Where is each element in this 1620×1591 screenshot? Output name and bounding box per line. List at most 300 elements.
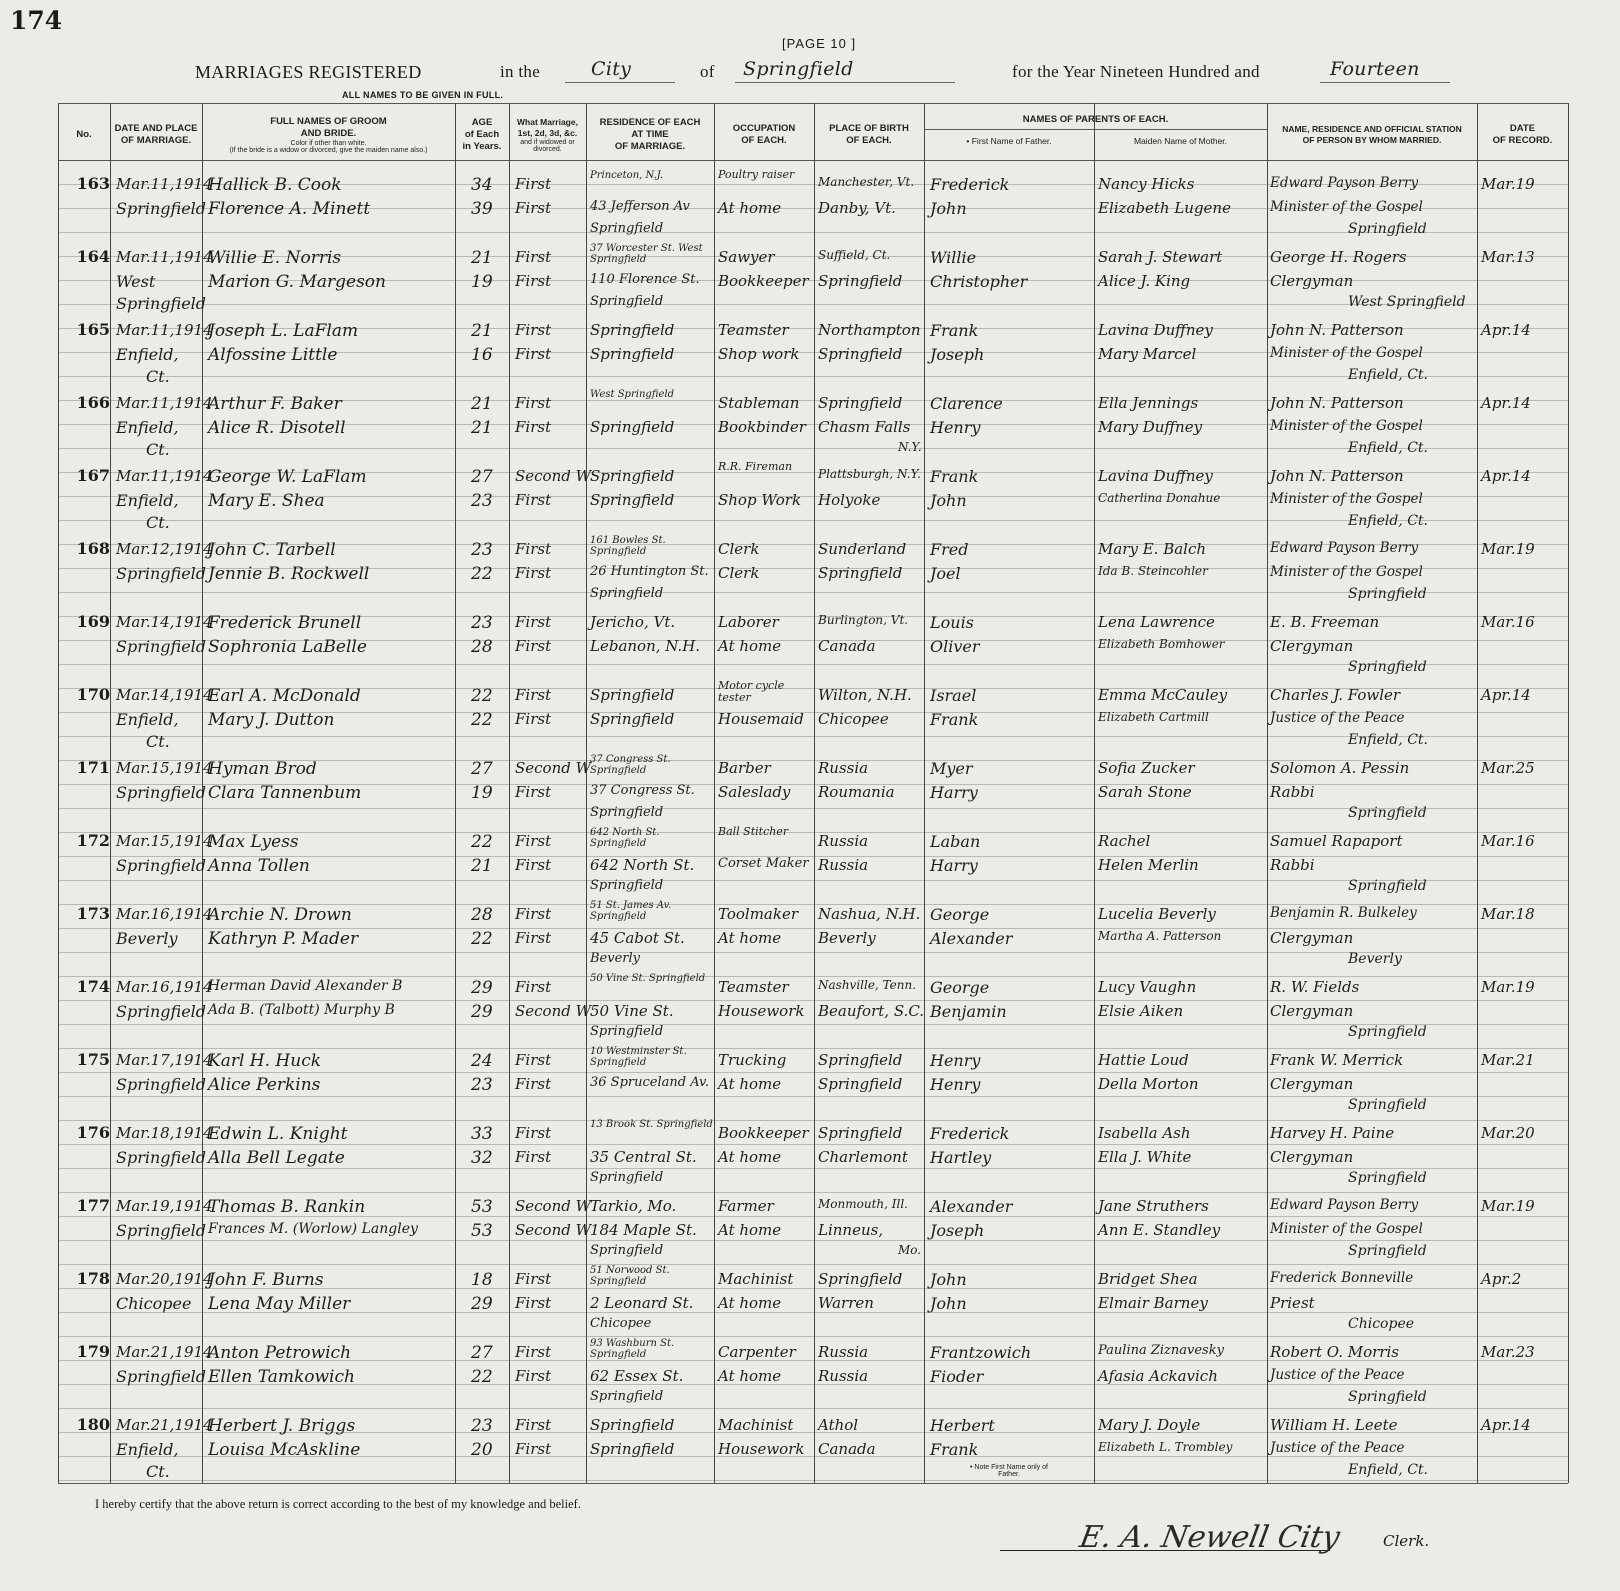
entry-occ-g: Poultry raiser xyxy=(718,168,795,181)
entry-which-g: First xyxy=(515,394,552,412)
entry-place-0: Springfield xyxy=(116,1221,207,1240)
title-municipality: Springfield xyxy=(743,58,854,80)
entry-groom: Frederick Brunell xyxy=(208,613,362,633)
entry-age-b: 21 xyxy=(471,856,493,876)
entry-off3: Enfield, Ct. xyxy=(1348,513,1428,529)
entry-res-g: West Springfield xyxy=(590,389,674,400)
entry-rec: Mar.16 xyxy=(1481,832,1535,850)
entry-no: 164 xyxy=(76,247,110,266)
entry-which-g: First xyxy=(515,832,552,850)
entry-rec: Apr.14 xyxy=(1481,321,1531,339)
entry-off2: Minister of the Gospel xyxy=(1270,564,1423,580)
entry-rec: Apr.14 xyxy=(1481,1416,1531,1434)
entry-age-b: 22 xyxy=(471,710,493,730)
entry-bride: Alice Perkins xyxy=(208,1075,321,1095)
entry-father-g: Herbert xyxy=(930,1416,995,1435)
entry-off2: Rabbi xyxy=(1270,783,1315,801)
entry-no: 173 xyxy=(76,904,110,923)
entry-groom: Karl H. Huck xyxy=(208,1051,322,1071)
entry-groom: John C. Tarbell xyxy=(208,540,336,560)
entry-res-g: 51 St. James Av. Springfield xyxy=(590,900,672,922)
entry-which-b: First xyxy=(515,345,552,363)
entry-birth-b: Springfield xyxy=(818,272,903,290)
entry-place-1: Ct. xyxy=(146,367,170,386)
entry-birth-b: Roumania xyxy=(818,783,895,801)
entry-place-0: Springfield xyxy=(116,564,207,583)
entry-age-g: 22 xyxy=(471,686,493,706)
entry-which-b: Second W xyxy=(515,1002,592,1020)
entry-res-g: 37 Worcester St. West Springfield xyxy=(590,243,703,265)
entry-which-g: Second W xyxy=(515,467,592,485)
entry-mother-b: Elizabeth Cartmill xyxy=(1098,710,1209,724)
entry-father-g: Fred xyxy=(930,540,969,559)
entry-bride: Florence A. Minett xyxy=(208,199,371,219)
entry-bride: Jennie B. Rockwell xyxy=(208,564,370,584)
entry-off3: Springfield xyxy=(1348,586,1427,602)
entry-occ-b: At home xyxy=(718,1075,782,1093)
entry-groom: Willie E. Norris xyxy=(208,248,342,268)
entry-off3: Enfield, Ct. xyxy=(1348,1462,1428,1478)
entry-off3: Enfield, Ct. xyxy=(1348,440,1428,456)
entry-occ-b: Housework xyxy=(718,1440,805,1458)
entry-off2: Justice of the Peace xyxy=(1270,710,1405,726)
register-entry xyxy=(58,606,1568,676)
entry-which-b: First xyxy=(515,564,552,582)
entry-place-0: Enfield, xyxy=(116,491,179,510)
register-entry xyxy=(58,1117,1568,1187)
entry-age-g: 53 xyxy=(471,1197,493,1217)
entry-father-g: Laban xyxy=(930,832,981,851)
register-entry xyxy=(58,898,1568,968)
entry-which-b: First xyxy=(515,637,552,655)
entry-place-0: Enfield, xyxy=(116,710,179,729)
entry-res-g: Springfield xyxy=(590,321,675,339)
entry-mother-b: Helen Merlin xyxy=(1098,856,1199,874)
entry-mother-g: Paulina Ziznavesky xyxy=(1098,1343,1224,1358)
entry-mother-g: Sofia Zucker xyxy=(1098,759,1195,777)
entry-no: 172 xyxy=(76,831,110,850)
entry-place-0: Chicopee xyxy=(116,1294,192,1313)
entry-res-b: 2 Leonard St. xyxy=(590,1294,694,1312)
entry-off2: Clergyman xyxy=(1270,1075,1354,1093)
entry-age-g: 27 xyxy=(471,1343,493,1363)
entry-off1: Frederick Bonneville xyxy=(1270,1270,1414,1286)
entry-father-b: Henry xyxy=(930,1075,981,1094)
entry-res-b: 43 Jefferson Av xyxy=(590,199,690,214)
entry-occ-g: Carpenter xyxy=(718,1343,796,1361)
entry-birth-b: Beverly xyxy=(818,929,876,947)
entry-occ-g: Teamster xyxy=(718,321,789,339)
entry-date: Mar.18,1914 xyxy=(116,1124,213,1142)
entry-date: Mar.20,1914 xyxy=(116,1270,213,1288)
register-entry xyxy=(58,1263,1568,1333)
entry-off2: Clergyman xyxy=(1270,929,1354,947)
entry-age-b: 29 xyxy=(471,1002,493,1022)
header-birthplace: PLACE OF BIRTH OF EACH. xyxy=(829,123,909,146)
entry-mother-g: Lucy Vaughn xyxy=(1098,978,1197,996)
entry-occ-b: Saleslady xyxy=(718,783,791,801)
entry-age-b: 39 xyxy=(471,199,493,219)
entry-off1: Charles J. Fowler xyxy=(1270,686,1401,704)
entry-place-0: West xyxy=(116,272,156,291)
entry-birth-g: Russia xyxy=(818,1343,869,1361)
entry-res-g: 642 North St. Springfield xyxy=(590,827,660,849)
entry-occ-g: Toolmaker xyxy=(718,905,799,923)
entry-res-b: Springfield xyxy=(590,491,675,509)
entry-groom: Archie N. Drown xyxy=(208,905,352,925)
entry-age-g: 22 xyxy=(471,832,493,852)
entry-bride: Anna Tollen xyxy=(208,856,310,876)
entry-occ-g: Bookkeeper xyxy=(718,1124,809,1142)
entry-father-g: Israel xyxy=(930,686,977,705)
entry-date: Mar.17,1914 xyxy=(116,1051,213,1069)
entry-mother-b: Ella J. White xyxy=(1098,1148,1192,1166)
entry-res-extra: Beverly xyxy=(590,951,641,966)
entry-which-g: First xyxy=(515,1051,552,1069)
entry-res-g: 51 Norwood St. Springfield xyxy=(590,1265,670,1287)
entry-which-b: First xyxy=(515,418,552,436)
entry-father-b: Hartley xyxy=(930,1148,992,1167)
entry-res-b: Springfield xyxy=(590,1440,675,1458)
entry-groom: Max Lyess xyxy=(208,832,299,852)
header-names xyxy=(202,107,455,163)
entry-father-g: Myer xyxy=(930,759,973,778)
entry-off1: Solomon A. Pessin xyxy=(1270,759,1410,777)
entry-which-b: First xyxy=(515,272,552,290)
entry-res-g: Jericho, Vt. xyxy=(590,613,676,631)
header-age: AGE of Each in Years. xyxy=(462,117,502,152)
entry-birth-g: Athol xyxy=(818,1416,859,1434)
entry-father-g: John xyxy=(930,1270,967,1289)
entry-res-g: 13 Brook St. Springfield xyxy=(590,1119,713,1130)
entry-off3: Beverly xyxy=(1348,951,1402,967)
entry-bride: Alla Bell Legate xyxy=(208,1148,345,1168)
header-which-note: and if widowed or divorced. xyxy=(520,138,575,153)
entry-occ-g: Sawyer xyxy=(718,248,775,266)
entry-age-b: 22 xyxy=(471,929,493,949)
rule-line-bottom xyxy=(58,1483,1568,1484)
entry-father-b: Harry xyxy=(930,856,978,875)
entry-father-g: Henry xyxy=(930,1051,981,1070)
entry-place-0: Springfield xyxy=(116,783,207,802)
entry-birth-g: Suffield, Ct. xyxy=(818,248,891,262)
footer-note: • Note First Name only of Father. xyxy=(970,1464,1048,1478)
entry-groom: Earl A. McDonald xyxy=(208,686,361,706)
entry-off3: Springfield xyxy=(1348,878,1427,894)
entry-mother-g: Lena Lawrence xyxy=(1098,613,1215,631)
entry-bride: Kathryn P. Mader xyxy=(208,929,359,949)
entry-mother-g: Hattie Loud xyxy=(1098,1051,1189,1069)
entry-off1: John N. Patterson xyxy=(1270,321,1404,339)
entry-which-g: First xyxy=(515,905,552,923)
entry-rec: Mar.23 xyxy=(1481,1343,1535,1361)
entry-res-g: Springfield xyxy=(590,467,675,485)
entry-mother-g: Mary E. Balch xyxy=(1098,540,1207,558)
entry-groom: George W. LaFlam xyxy=(208,467,367,487)
entry-occ-g: Clerk xyxy=(718,540,760,558)
entry-father-b: Joel xyxy=(930,564,961,583)
entry-off1: Harvey H. Paine xyxy=(1270,1124,1395,1142)
entry-father-b: Harry xyxy=(930,783,978,802)
header-father: • First Name of Father. xyxy=(966,136,1052,146)
entry-father-b: John xyxy=(930,1294,967,1313)
entry-bride: Lena May Miller xyxy=(208,1294,351,1314)
entry-bride: Louisa McAskline xyxy=(208,1440,361,1460)
entry-which-g: First xyxy=(515,613,552,631)
entry-mother-b: Ann E. Standley xyxy=(1098,1221,1221,1239)
entry-occ-b: Bookbinder xyxy=(718,418,806,436)
entry-off2: Justice of the Peace xyxy=(1270,1367,1405,1383)
entry-res-extra: Springfield xyxy=(590,1024,664,1039)
entry-place-0: Springfield xyxy=(116,1148,207,1167)
entry-age-g: 27 xyxy=(471,759,493,779)
entry-mother-g: Mary J. Doyle xyxy=(1098,1416,1201,1434)
entry-date: Mar.19,1914 xyxy=(116,1197,213,1215)
entry-birth-b: Springfield xyxy=(818,1075,903,1093)
title-in-the: in the xyxy=(500,62,541,81)
entry-birth-b: Springfield xyxy=(818,345,903,363)
entry-groom: Edwin L. Knight xyxy=(208,1124,348,1144)
entry-father-g: George xyxy=(930,978,990,997)
entry-birth-g: Burlington, Vt. xyxy=(818,613,909,627)
entry-birth-g: Springfield xyxy=(818,394,903,412)
entry-date: Mar.11,1914 xyxy=(116,394,213,412)
entry-occ-b: Corset Maker xyxy=(718,856,809,871)
entry-which-g: First xyxy=(515,1416,552,1434)
register-entry xyxy=(58,387,1568,457)
header-officiant: NAME, RESIDENCE AND OFFICIAL STATION OF PERSON BY WHOM MARRIED. xyxy=(1282,124,1462,145)
entry-father-b: John xyxy=(930,491,967,510)
entry-off1: Edward Payson Berry xyxy=(1270,1197,1419,1213)
entry-which-g: First xyxy=(515,321,552,339)
register-entry xyxy=(58,825,1568,895)
entry-res-b: 26 Huntington St. xyxy=(590,564,709,579)
entry-birth-g: Plattsburgh, N.Y. xyxy=(818,467,921,481)
entry-res-g: 50 Vine St. Springfield xyxy=(590,973,706,984)
entry-which-b: First xyxy=(515,783,552,801)
entry-which-g: First xyxy=(515,175,552,193)
entry-res-b: 35 Central St. xyxy=(590,1148,697,1166)
entry-mother-b: Ida B. Steincohler xyxy=(1098,564,1208,578)
entry-date: Mar.11,1914 xyxy=(116,175,213,193)
entry-off1: R. W. Fields xyxy=(1270,978,1360,996)
entry-birth-g: Russia xyxy=(818,832,869,850)
entry-father-b: Fioder xyxy=(930,1367,984,1386)
entry-place-1: Springfield xyxy=(116,294,207,313)
entry-res-extra: Springfield xyxy=(590,586,664,601)
entry-father-g: Willie xyxy=(930,248,977,267)
entry-res-g: Springfield xyxy=(590,1416,675,1434)
entry-res-g: 161 Bowles St. Springfield xyxy=(590,535,666,557)
entry-age-g: 21 xyxy=(471,248,493,268)
entry-no: 176 xyxy=(76,1123,110,1142)
register-entry xyxy=(58,314,1568,384)
entry-birth-b: Canada xyxy=(818,637,876,655)
column-rule xyxy=(1568,103,1569,1483)
header-no: No. xyxy=(76,129,92,141)
entry-father-b: Henry xyxy=(930,418,981,437)
entry-rec: Mar.16 xyxy=(1481,613,1535,631)
entry-res-b: 50 Vine St. xyxy=(590,1002,674,1020)
entry-occ-g: Teamster xyxy=(718,978,789,996)
page-reference: [PAGE 10 ] xyxy=(782,36,857,51)
entry-rec: Mar.25 xyxy=(1481,759,1535,777)
entry-res-extra: Springfield xyxy=(590,878,664,893)
entry-age-g: 34 xyxy=(471,175,493,195)
entry-father-g: George xyxy=(930,905,990,924)
entry-no: 174 xyxy=(76,977,110,996)
entry-which-g: First xyxy=(515,540,552,558)
entry-res-b: Springfield xyxy=(590,418,675,436)
entry-mother-g: Jane Struthers xyxy=(1098,1197,1209,1215)
entry-which-b: First xyxy=(515,1148,552,1166)
rule-line-header xyxy=(58,160,1568,161)
entry-res-b: Springfield xyxy=(590,345,675,363)
entry-groom: Joseph L. LaFlam xyxy=(208,321,359,341)
entry-place-1: Ct. xyxy=(146,440,170,459)
entry-mother-b: Elizabeth Bomhower xyxy=(1098,637,1225,651)
entry-age-b: 21 xyxy=(471,418,493,438)
entry-mother-g: Isabella Ash xyxy=(1098,1124,1191,1142)
entry-father-b: Oliver xyxy=(930,637,980,656)
entry-res-extra: Springfield xyxy=(590,1243,664,1258)
entry-res-b: 184 Maple St. xyxy=(590,1221,697,1239)
entry-age-b: 22 xyxy=(471,1367,493,1387)
entry-place-0: Springfield xyxy=(116,199,207,218)
entry-off1: Edward Payson Berry xyxy=(1270,175,1419,191)
entry-off3: Springfield xyxy=(1348,1097,1427,1113)
register-title xyxy=(195,58,1475,88)
register-entry xyxy=(58,752,1568,822)
entry-place-1: Ct. xyxy=(146,513,170,532)
entry-age-g: 29 xyxy=(471,978,493,998)
entry-age-b: 19 xyxy=(471,272,493,292)
entry-res-g: 93 Washburn St. Springfield xyxy=(590,1338,675,1360)
entry-father-b: Frank xyxy=(930,710,979,729)
entry-occ-b: At home xyxy=(718,1294,782,1312)
entry-mother-g: Lavina Duffney xyxy=(1098,467,1213,485)
rule-line-top xyxy=(58,103,1568,104)
entry-bride: Alfossine Little xyxy=(208,345,338,365)
header-names-label: FULL NAMES OF GROOM AND BRIDE. xyxy=(270,116,387,139)
entry-mother-g: Nancy Hicks xyxy=(1098,175,1195,193)
entry-mother-b: Elmair Barney xyxy=(1098,1294,1208,1312)
register-entry xyxy=(58,1044,1568,1114)
entry-bride: Ellen Tamkowich xyxy=(208,1367,355,1387)
entry-which-g: Second W xyxy=(515,1197,592,1215)
entry-age-g: 23 xyxy=(471,540,493,560)
entry-occ-b: Housemaid xyxy=(718,710,804,728)
entry-mother-b: Catherlina Donahue xyxy=(1098,491,1221,505)
entry-res-g: 37 Congress St. Springfield xyxy=(590,754,671,776)
entry-mother-g: Ella Jennings xyxy=(1098,394,1199,412)
entry-no: 168 xyxy=(76,539,110,558)
entry-rec: Mar.19 xyxy=(1481,1197,1535,1215)
entry-res-extra: Springfield xyxy=(590,1170,664,1185)
entry-occ-g: Trucking xyxy=(718,1051,787,1069)
entry-off3: Springfield xyxy=(1348,805,1427,821)
entry-father-g: Alexander xyxy=(930,1197,1013,1216)
entry-birth-b: Canada xyxy=(818,1440,876,1458)
entry-birth-b: Chicopee xyxy=(818,710,889,728)
entry-res-b: 62 Essex St. xyxy=(590,1367,684,1385)
entry-no: 166 xyxy=(76,393,110,412)
entry-which-b: First xyxy=(515,1440,552,1458)
register-entry xyxy=(58,679,1568,749)
entry-off1: Samuel Rapaport xyxy=(1270,832,1403,850)
entry-groom: Herbert J. Briggs xyxy=(208,1416,356,1436)
entry-birth-b: Holyoke xyxy=(818,491,881,509)
entry-bride: Frances M. (Worlow) Langley xyxy=(208,1221,418,1237)
entry-res-g: Tarkio, Mo. xyxy=(590,1197,677,1215)
entry-groom: Thomas B. Rankin xyxy=(208,1197,366,1217)
entry-age-b: 19 xyxy=(471,783,493,803)
entry-date: Mar.11,1914 xyxy=(116,248,213,266)
entry-bride: Clara Tannenbum xyxy=(208,783,362,803)
entry-birth-b: Springfield xyxy=(818,564,903,582)
entry-date: Mar.16,1914 xyxy=(116,905,213,923)
entry-age-b: 29 xyxy=(471,1294,493,1314)
entry-mother-b: Mary Marcel xyxy=(1098,345,1197,363)
entry-father-b: Christopher xyxy=(930,272,1028,291)
entry-rec: Apr.2 xyxy=(1481,1270,1522,1288)
entry-no: 175 xyxy=(76,1050,110,1069)
entry-occ-b: Bookkeeper xyxy=(718,272,809,290)
entry-age-g: 18 xyxy=(471,1270,493,1290)
entry-father-b: Benjamin xyxy=(930,1002,1007,1021)
entry-no: 169 xyxy=(76,612,110,631)
entry-birth-b: Russia xyxy=(818,856,869,874)
entry-rec: Apr.14 xyxy=(1481,394,1531,412)
entry-occ-g: Farmer xyxy=(718,1197,774,1215)
entry-off3: Enfield, Ct. xyxy=(1348,732,1428,748)
entry-place-0: Beverly xyxy=(116,929,178,948)
entry-mother-b: Elizabeth Lugene xyxy=(1098,199,1231,217)
entry-birth-g: Springfield xyxy=(818,1051,903,1069)
entry-which-g: First xyxy=(515,978,552,996)
entry-birth-b: Beaufort, S.C. xyxy=(818,1002,925,1020)
entry-no: 170 xyxy=(76,685,110,704)
entry-birth-g: Nashua, N.H. xyxy=(818,905,921,923)
entry-which-b: Second W xyxy=(515,1221,592,1239)
entry-birth-g: Monmouth, Ill. xyxy=(818,1197,908,1211)
rule-line xyxy=(58,1480,1568,1481)
entry-off2: Rabbi xyxy=(1270,856,1315,874)
entry-age-g: 28 xyxy=(471,905,493,925)
entry-res-b: Lebanon, N.H. xyxy=(590,637,701,655)
entry-res-b: 36 Spruceland Av. xyxy=(590,1075,709,1090)
entry-groom: Hallick B. Cook xyxy=(208,175,342,195)
entry-birth-g: Springfield xyxy=(818,1124,903,1142)
entry-mother-g: Bridget Shea xyxy=(1098,1270,1198,1288)
entry-rec: Mar.13 xyxy=(1481,248,1535,266)
entry-date: Mar.15,1914 xyxy=(116,759,213,777)
entry-father-g: Frantzowich xyxy=(930,1343,1032,1362)
entry-occ-b: Clerk xyxy=(718,564,760,582)
register-entry xyxy=(58,460,1568,530)
header-parents: NAMES OF PARENTS OF EACH. xyxy=(1022,114,1169,126)
entry-date: Mar.21,1914 xyxy=(116,1343,213,1361)
entry-off3: Springfield xyxy=(1348,1024,1427,1040)
entry-age-b: 28 xyxy=(471,637,493,657)
register-entry xyxy=(58,1409,1568,1479)
entry-res-b: 110 Florence St. xyxy=(590,272,700,287)
entry-occ-b: At home xyxy=(718,1367,782,1385)
entry-bride: Sophronia LaBelle xyxy=(208,637,367,657)
entry-off1: William H. Leete xyxy=(1270,1416,1398,1434)
entry-mother-b: Elsie Aiken xyxy=(1098,1002,1184,1020)
entry-age-b: 53 xyxy=(471,1221,493,1241)
